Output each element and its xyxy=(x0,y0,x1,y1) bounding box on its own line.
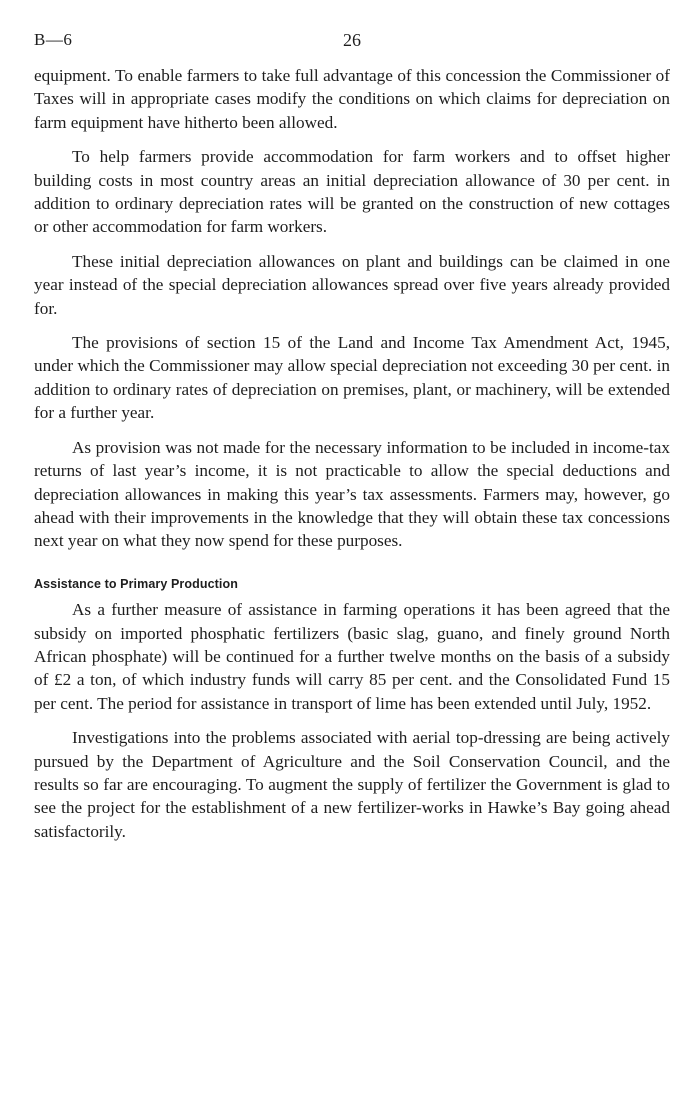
section-heading: Assistance to Primary Production xyxy=(34,576,238,591)
paragraph-continued: equipment. To enable farmers to take full advantage of this concession the Commissioner of Taxes will in appropriate cases modify the conditions on which claims for depreciation on farm equipment have hitherto been allowed. xyxy=(34,66,670,132)
paragraph-section-15: The provisions of section 15 of the Land and Income Tax Amendment Act, 1945, under which the Commissioner may allow special depreciation not exceeding 30 per cent. in addition to ordinary rates of depreciation on premises, plant, or machinery, will be extended for a further year. xyxy=(34,333,670,423)
document-reference: B—6 xyxy=(34,30,73,49)
paragraph-initial-allowances: These initial depreciation allowances on plant and buildings can be claimed in one year instead of the special depreciation allowances spread over five years already provided for. xyxy=(34,251,670,318)
paragraph-farm-workers-accommodation: To help farmers provide accommodation for farm workers and to offset higher building costs in most country areas an initial depreciation allowance of 30 per cent. in addition to ordinary depreciation rates will be granted on the construction of new cottages or other accommodation for farm workers. xyxy=(34,147,670,237)
paragraph-aerial-top-dressing: Investigations into the problems associated with aerial top-dressing are being actively pursued by the Department of Agriculture and the Soil Conservation Council, and the results so far are encouraging. To augment the supply of fertilizer the Government is glad to see the project for the establishment of a new fertilizer-works in Hawke’s Bay going ahead satisfactorily. xyxy=(34,728,670,841)
paragraph-fertilizer-subsidy: As a further measure of assistance in farming operations it has been agreed that the subsidy on imported phosphatic fertilizers (basic slag, guano, and finely ground North African phosphate) will be continued for a further twelve months on the basis of a subsidy of £2 a ton, of which industry funds will carry 85 per cent. and the Consolidated Fund 15 per cent. The period for assistance in transport of lime has been extended until July, 1952. xyxy=(34,600,670,713)
page-header xyxy=(34,30,670,64)
body-text xyxy=(34,64,670,843)
page-number: 26 xyxy=(343,30,361,50)
document-page xyxy=(34,0,670,854)
paragraph-income-tax-returns: As provision was not made for the necessary information to be included in income-tax returns of last year’s income, it is not practicable to allow the special deductions and depreciation allowances in making this year’s tax assessments. Farmers may, however, go ahead with their improvements in the knowledge that they will obtain these tax concessions next year on what they now spend for these purposes. xyxy=(34,437,670,551)
